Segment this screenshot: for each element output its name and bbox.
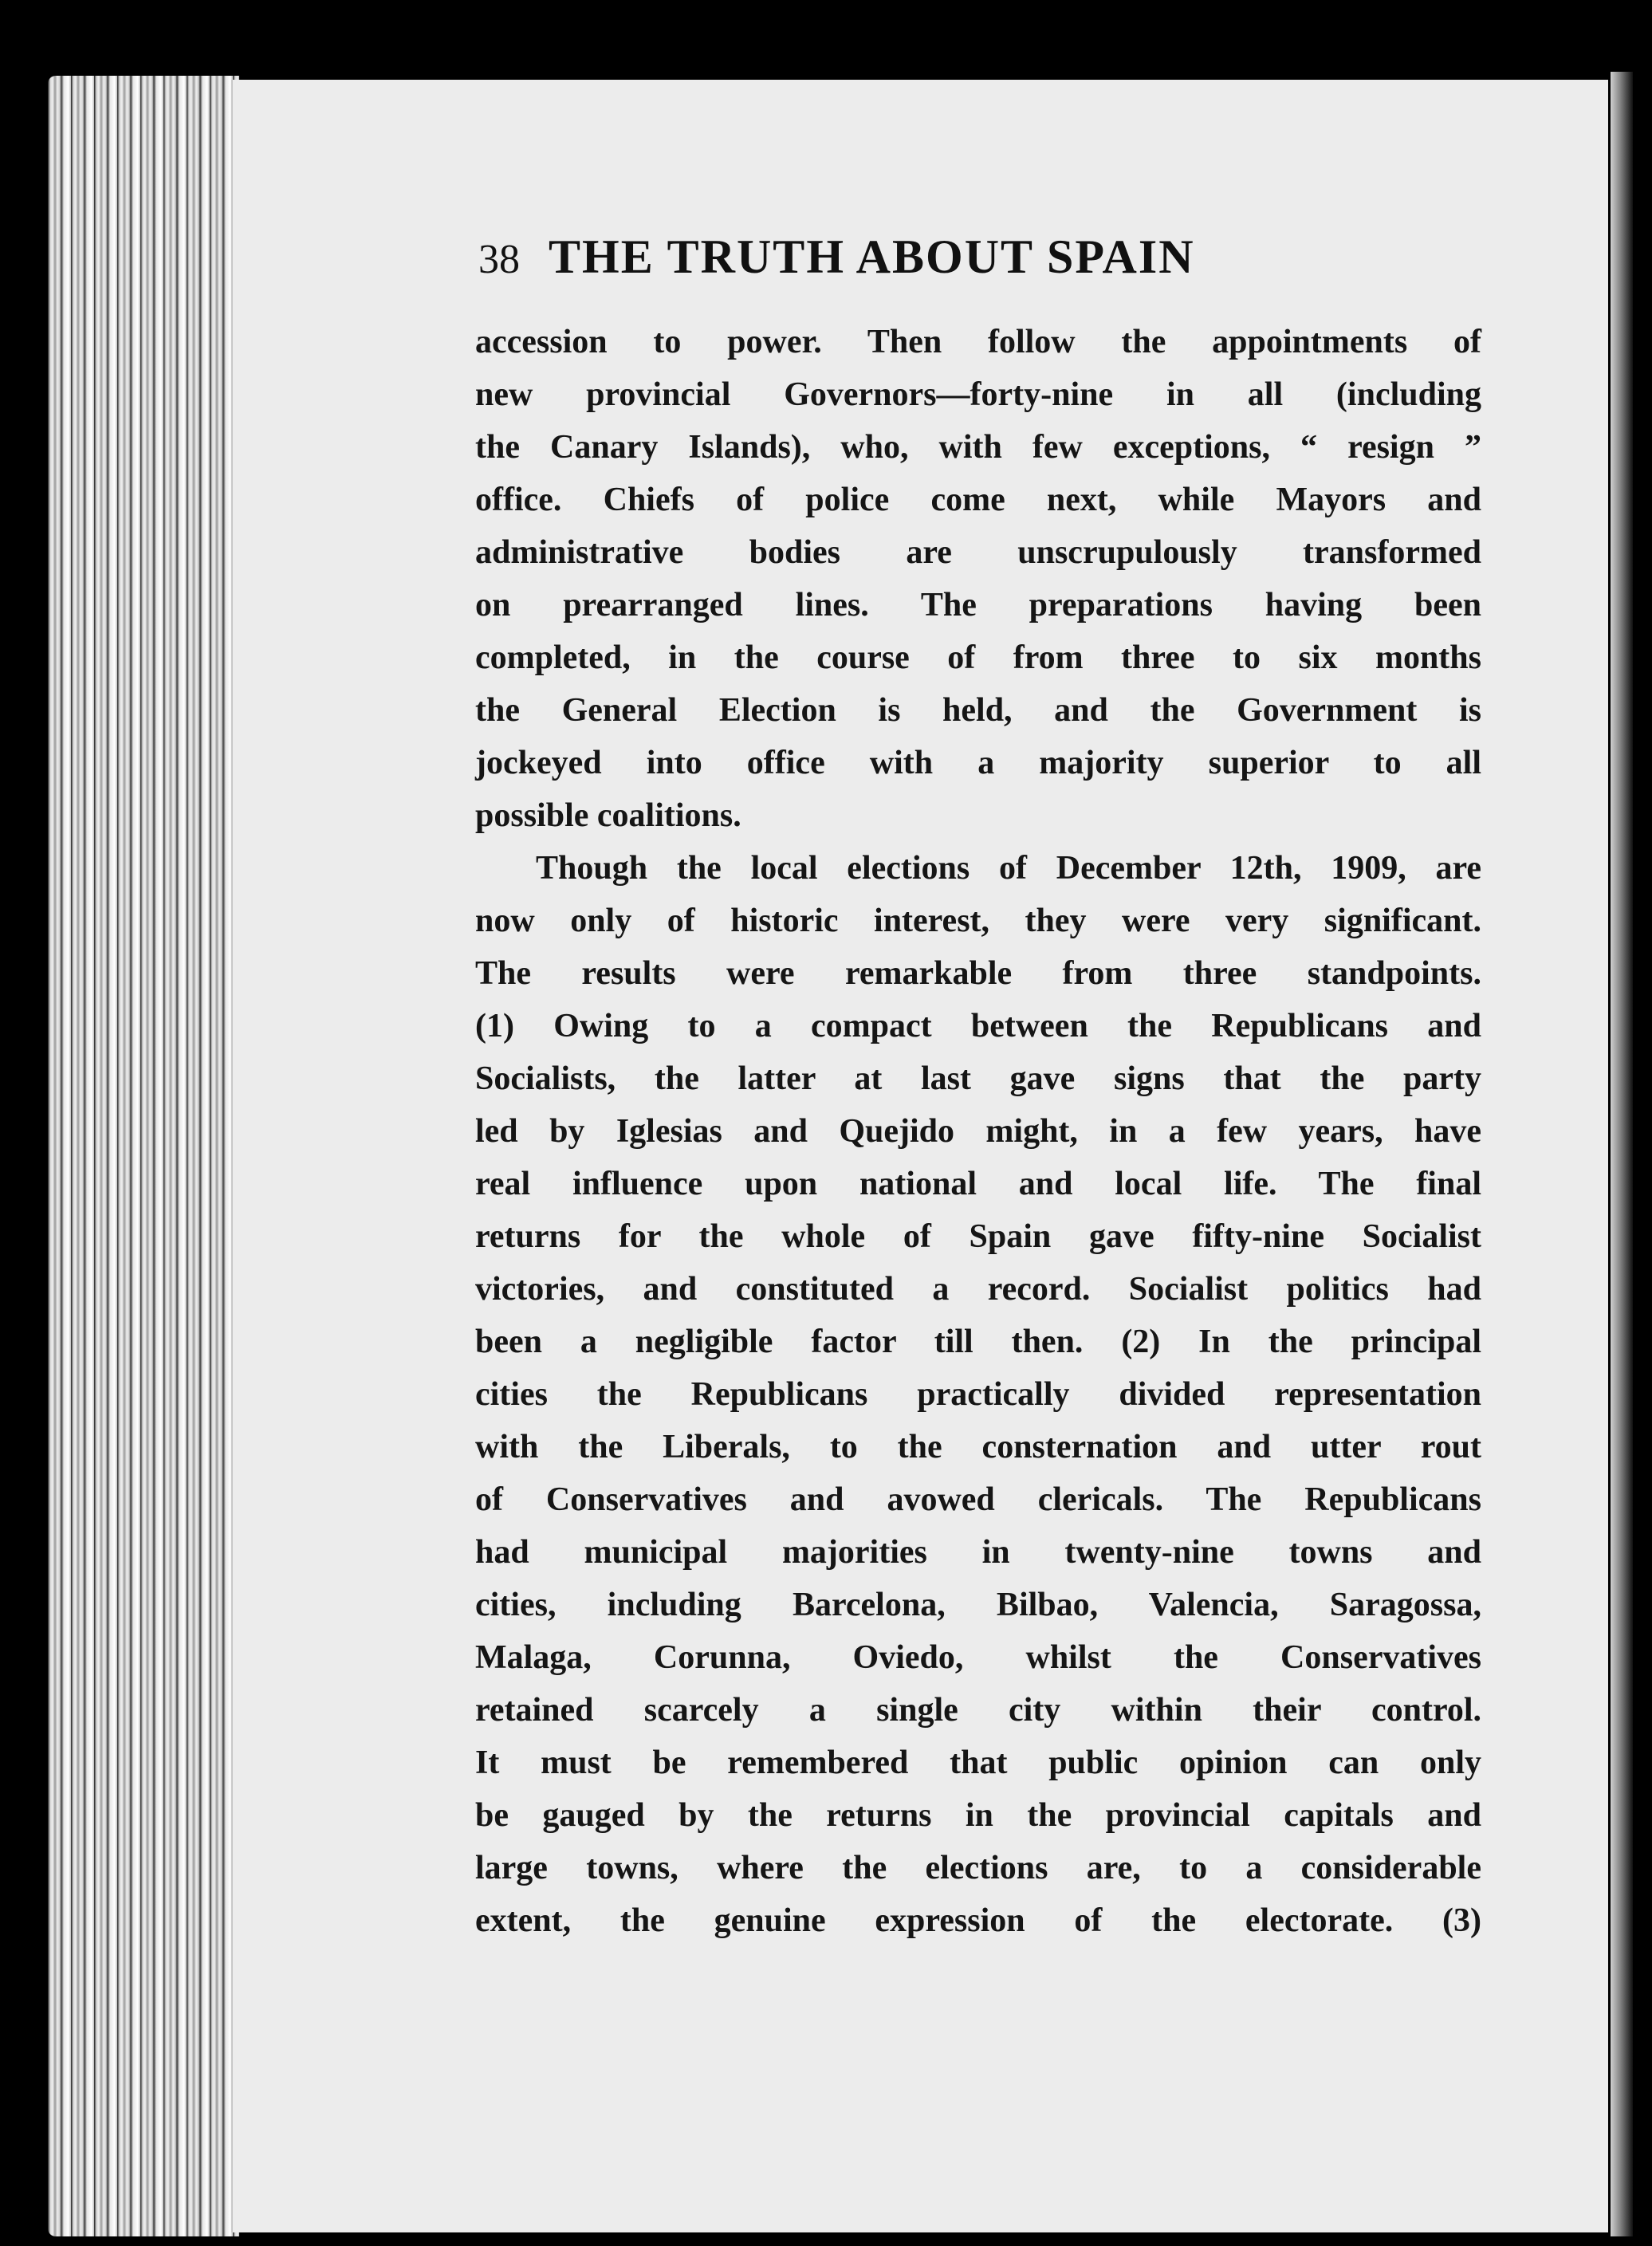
- page-number: 38: [478, 237, 520, 282]
- text-line: be gauged by the returns in the provincial capitals and: [475, 1797, 1481, 1834]
- text-line: returns for the whole of Spain gave fifty-nine Socialist: [475, 1218, 1481, 1255]
- text-line: Socialists, the latter at last gave signs that the party: [475, 1060, 1481, 1097]
- body-text: [475, 316, 1481, 1947]
- text-line: large towns, where the elections are, to a considerable: [475, 1850, 1481, 1886]
- page-right-border: [1611, 72, 1633, 2236]
- text-line: real influence upon national and local life. The final: [475, 1166, 1481, 1202]
- text-line: accession to power. Then follow the appointments of: [475, 324, 1481, 360]
- text-line: Malaga, Corunna, Oviedo, whilst the Conservatives: [475, 1639, 1481, 1676]
- text-line: administrative bodies are unscrupulously transformed: [475, 534, 1481, 571]
- page-title: THE TRUTH ABOUT SPAIN: [549, 230, 1195, 283]
- text-line: office. Chiefs of police come next, while Mayors and: [475, 482, 1481, 518]
- text-line: It must be remembered that public opinion can only: [475, 1744, 1481, 1781]
- running-head: [478, 230, 1387, 285]
- text-line: possible coalitions.: [475, 797, 741, 834]
- text-line: been a negligible factor till then. (2) In the principal: [475, 1324, 1481, 1360]
- text-line: had municipal majorities in twenty-nine towns and: [475, 1534, 1481, 1571]
- text-line: cities, including Barcelona, Bilbao, Valencia, Saragossa,: [475, 1587, 1481, 1623]
- paragraph-first-line: Though the local elections of December 12th, 1909, are: [536, 850, 1481, 887]
- text-line: the General Election is held, and the Government is: [475, 692, 1481, 729]
- text-line: jockeyed into office with a majority superior to all: [475, 745, 1481, 781]
- text-line: of Conservatives and avowed clericals. The Republicans: [475, 1481, 1481, 1518]
- text-line: (1) Owing to a compact between the Republicans and: [475, 1008, 1481, 1044]
- text-line: completed, in the course of from three to six months: [475, 639, 1481, 676]
- text-line: new provincial Governors—forty-nine in all (including: [475, 376, 1481, 413]
- text-line: extent, the genuine expression of the electorate. (3): [475, 1902, 1481, 1939]
- text-line: victories, and constituted a record. Socialist politics had: [475, 1271, 1481, 1308]
- text-line: cities the Republicans practically divided representation: [475, 1376, 1481, 1413]
- text-line: retained scarcely a single city within their control.: [475, 1692, 1481, 1729]
- text-line: The results were remarkable from three standpoints.: [475, 955, 1481, 992]
- text-line: the Canary Islands), who, with few exceptions, “ resign ”: [475, 429, 1481, 466]
- page-edges: [48, 76, 239, 2236]
- text-line: led by Iglesias and Quejido might, in a few years, have: [475, 1113, 1481, 1150]
- text-line: with the Liberals, to the consternation and utter rout: [475, 1429, 1481, 1465]
- text-line: now only of historic interest, they were very significant.: [475, 903, 1481, 939]
- text-line: on prearranged lines. The preparations having been: [475, 587, 1481, 623]
